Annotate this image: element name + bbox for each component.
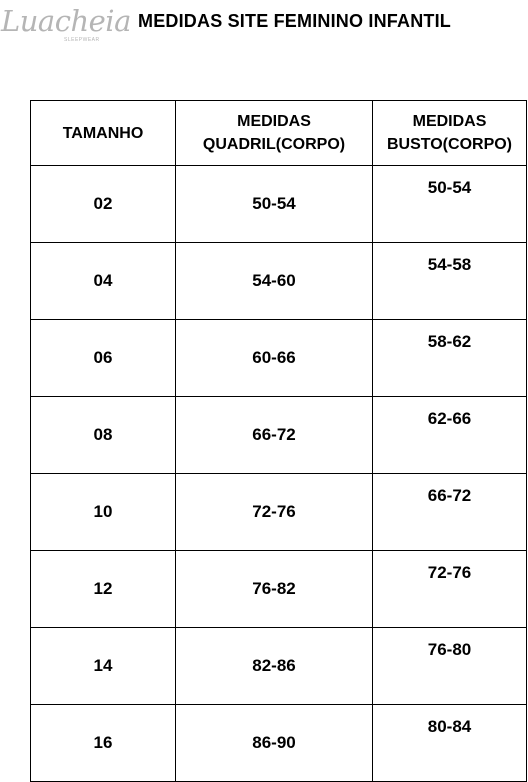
size-cell: 08 <box>31 397 176 474</box>
header-bust-line2: BUSTO(CORPO) <box>386 136 513 153</box>
table-row <box>31 166 527 243</box>
size-cell: 02 <box>31 166 176 243</box>
size-cell: 10 <box>31 474 176 551</box>
table-row <box>31 551 527 628</box>
table-row <box>31 397 527 474</box>
header-size <box>31 101 176 166</box>
header-hip-line1: MEDIDAS <box>237 113 311 130</box>
bust-cell: 50-54 <box>373 166 527 243</box>
table-row <box>31 474 527 551</box>
size-cell: 12 <box>31 551 176 628</box>
page-title: MEDIDAS SITE FEMININO INFANTIL <box>138 11 452 31</box>
bust-cell: 76-80 <box>373 628 527 705</box>
bust-cell: 58-62 <box>373 320 527 397</box>
header-bust-line1: MEDIDAS <box>412 113 487 130</box>
size-cell: 04 <box>31 243 176 320</box>
size-cell: 16 <box>31 705 176 782</box>
header-hip <box>176 101 373 166</box>
bust-cell: 66-72 <box>373 474 527 551</box>
hip-cell: 82-86 <box>176 628 373 705</box>
logo-script-text: Luacheia <box>1 4 131 38</box>
logo-subtitle: SLEEPWEAR <box>64 37 100 43</box>
hip-cell: 60-66 <box>176 320 373 397</box>
table-row <box>31 705 527 782</box>
header-size-label: TAMANHO <box>62 124 144 142</box>
bust-cell: 80-84 <box>373 705 527 782</box>
bust-cell: 62-66 <box>373 397 527 474</box>
table-header-row <box>31 101 527 166</box>
hip-cell: 54-60 <box>176 243 373 320</box>
table-row <box>31 243 527 320</box>
header-hip-line2: QUADRIL(CORPO) <box>202 136 346 153</box>
size-cell: 06 <box>31 320 176 397</box>
hip-cell: 50-54 <box>176 166 373 243</box>
hip-cell: 66-72 <box>176 397 373 474</box>
bust-cell: 72-76 <box>373 551 527 628</box>
brand-logo <box>0 4 132 44</box>
bust-cell: 54-58 <box>373 243 527 320</box>
hip-cell: 86-90 <box>176 705 373 782</box>
hip-cell: 76-82 <box>176 551 373 628</box>
table-row <box>31 320 527 397</box>
header-bust <box>373 101 527 166</box>
size-chart-table <box>30 100 527 782</box>
hip-cell: 72-76 <box>176 474 373 551</box>
size-cell: 14 <box>31 628 176 705</box>
